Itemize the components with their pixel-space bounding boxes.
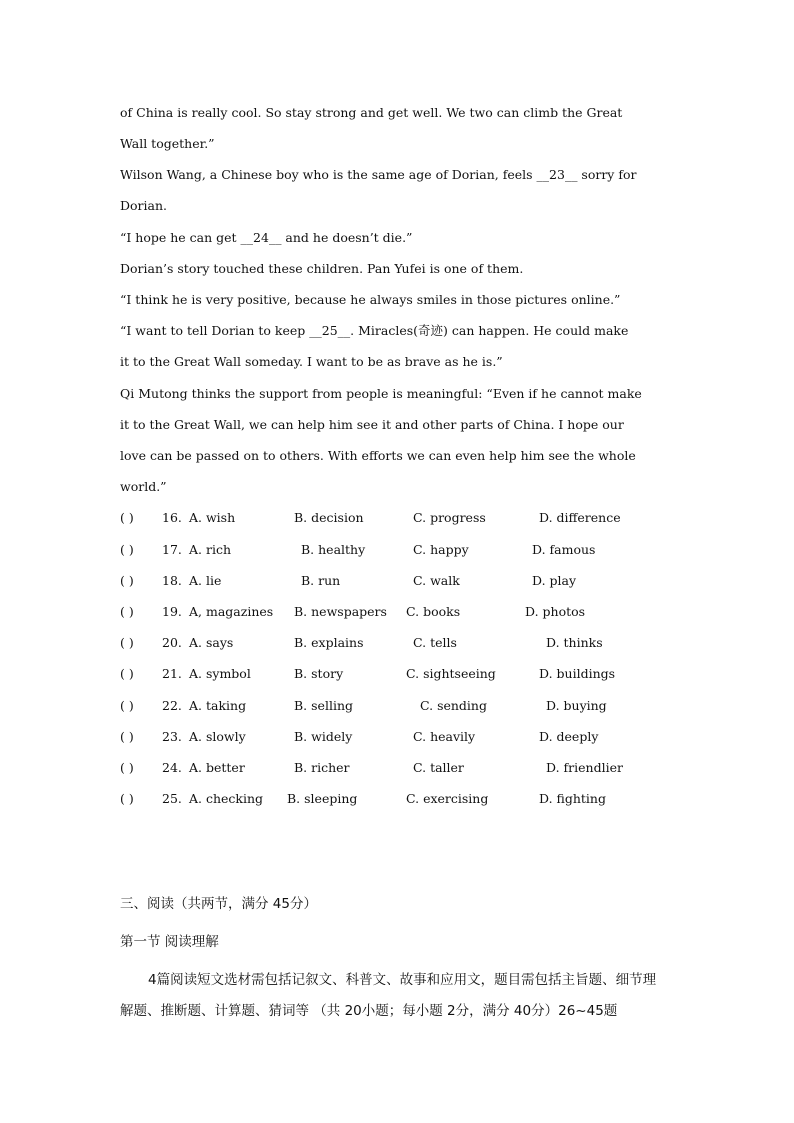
- option-d: D. buying: [546, 698, 607, 713]
- answer-bracket[interactable]: ( ): [120, 542, 134, 557]
- option-d: D. friendlier: [546, 760, 623, 775]
- option-b: B. selling: [294, 698, 353, 713]
- option-a: A. symbol: [189, 666, 251, 681]
- question-number: 24.: [162, 760, 182, 775]
- question-number: 23.: [162, 729, 182, 744]
- option-b: B. run: [301, 573, 341, 588]
- option-c: C. heavily: [413, 729, 476, 744]
- question-number: 17.: [162, 542, 182, 557]
- option-c: C. progress: [413, 510, 486, 525]
- option-b: B. newspapers: [294, 604, 387, 619]
- question-number: 18.: [162, 573, 182, 588]
- option-c: C. exercising: [406, 791, 489, 806]
- option-a: A. better: [189, 760, 245, 775]
- option-b: B. explains: [294, 635, 364, 650]
- question-number: 20.: [162, 635, 182, 650]
- option-a: A. says: [189, 635, 234, 650]
- option-c: C. happy: [413, 542, 469, 557]
- answer-bracket[interactable]: ( ): [120, 729, 134, 744]
- instruction-text: 4篇阅读短文选材需包括记叙文、科普文、故事和应用文，题目需包括主旨题、细节理: [148, 972, 657, 988]
- option-d: D. buildings: [539, 666, 616, 681]
- answer-bracket[interactable]: ( ): [120, 698, 134, 713]
- passage-line: Dorian’s story touched these children. Pan Yufei is one of them.: [120, 261, 524, 276]
- question-number: 19.: [162, 604, 182, 619]
- passage-line: Wilson Wang, a Chinese boy who is the same age of Dorian, feels __23__ sorry for: [120, 167, 637, 182]
- option-c: C. books: [406, 604, 461, 619]
- option-d: D. photos: [525, 604, 586, 619]
- passage-line: it to the Great Wall, we can help him see it and other parts of China. I hope our: [120, 417, 624, 432]
- answer-bracket[interactable]: ( ): [120, 635, 134, 650]
- option-d: D. fighting: [539, 791, 606, 806]
- option-a: A. wish: [189, 510, 236, 525]
- answer-bracket[interactable]: ( ): [120, 666, 134, 681]
- passage-line: Qi Mutong thinks the support from people is meaningful: “Even if he cannot make: [120, 386, 642, 401]
- passage-line: “I think he is very positive, because he always smiles in those pictures online.”: [120, 292, 621, 307]
- answer-bracket[interactable]: ( ): [120, 760, 134, 775]
- option-c: C. taller: [413, 760, 464, 775]
- instruction-text: 解题、推断题、计算题、猜词等 （共 20小题；每小题 2分，满分 40分）26~45题: [120, 1003, 618, 1019]
- option-c: C. walk: [413, 573, 460, 588]
- option-a: A. slowly: [189, 729, 246, 744]
- passage-line: of China is really cool. So stay strong and get well. We two can climb the Great: [120, 105, 623, 120]
- option-c: C. sightseeing: [406, 666, 496, 681]
- passage-line: it to the Great Wall someday. I want to be as brave as he is.”: [120, 354, 503, 369]
- question-number: 21.: [162, 666, 182, 681]
- question-number: 22.: [162, 698, 182, 713]
- subsection-heading: 第一节 阅读理解: [120, 934, 219, 950]
- section-heading: 三、阅读（共两节，满分 45分）: [120, 896, 317, 912]
- option-d: D. famous: [532, 542, 596, 557]
- option-b: B. decision: [294, 510, 364, 525]
- answer-bracket[interactable]: ( ): [120, 791, 134, 806]
- option-a: A. checking: [189, 791, 264, 806]
- passage-line: love can be passed on to others. With efforts we can even help him see the whole: [120, 448, 636, 463]
- passage-line: “I hope he can get __24__ and he doesn’t die.”: [120, 230, 413, 245]
- option-b: B. widely: [294, 729, 353, 744]
- option-c: C. sending: [420, 698, 487, 713]
- question-number: 25.: [162, 791, 182, 806]
- passage-line: Wall together.”: [120, 136, 215, 151]
- option-a: A. taking: [189, 698, 247, 713]
- answer-bracket[interactable]: ( ): [120, 604, 134, 619]
- answer-bracket[interactable]: ( ): [120, 573, 134, 588]
- option-b: B. story: [294, 666, 344, 681]
- question-number: 16.: [162, 510, 182, 525]
- passage-line: Dorian.: [120, 198, 167, 213]
- passage-line: world.”: [120, 479, 167, 494]
- option-c: C. tells: [413, 635, 457, 650]
- option-d: D. play: [532, 573, 577, 588]
- option-d: D. difference: [539, 510, 621, 525]
- answer-bracket[interactable]: ( ): [120, 510, 134, 525]
- passage-line: “I want to tell Dorian to keep __25__. Miracles(奇迹) can happen. He could make: [120, 323, 629, 338]
- option-b: B. healthy: [301, 542, 366, 557]
- option-b: B. sleeping: [287, 791, 358, 806]
- option-a: A. rich: [189, 542, 231, 557]
- option-a: A. lie: [189, 573, 222, 588]
- option-d: D. deeply: [539, 729, 599, 744]
- option-a: A, magazines: [189, 604, 274, 619]
- option-d: D. thinks: [546, 635, 603, 650]
- option-b: B. richer: [294, 760, 350, 775]
